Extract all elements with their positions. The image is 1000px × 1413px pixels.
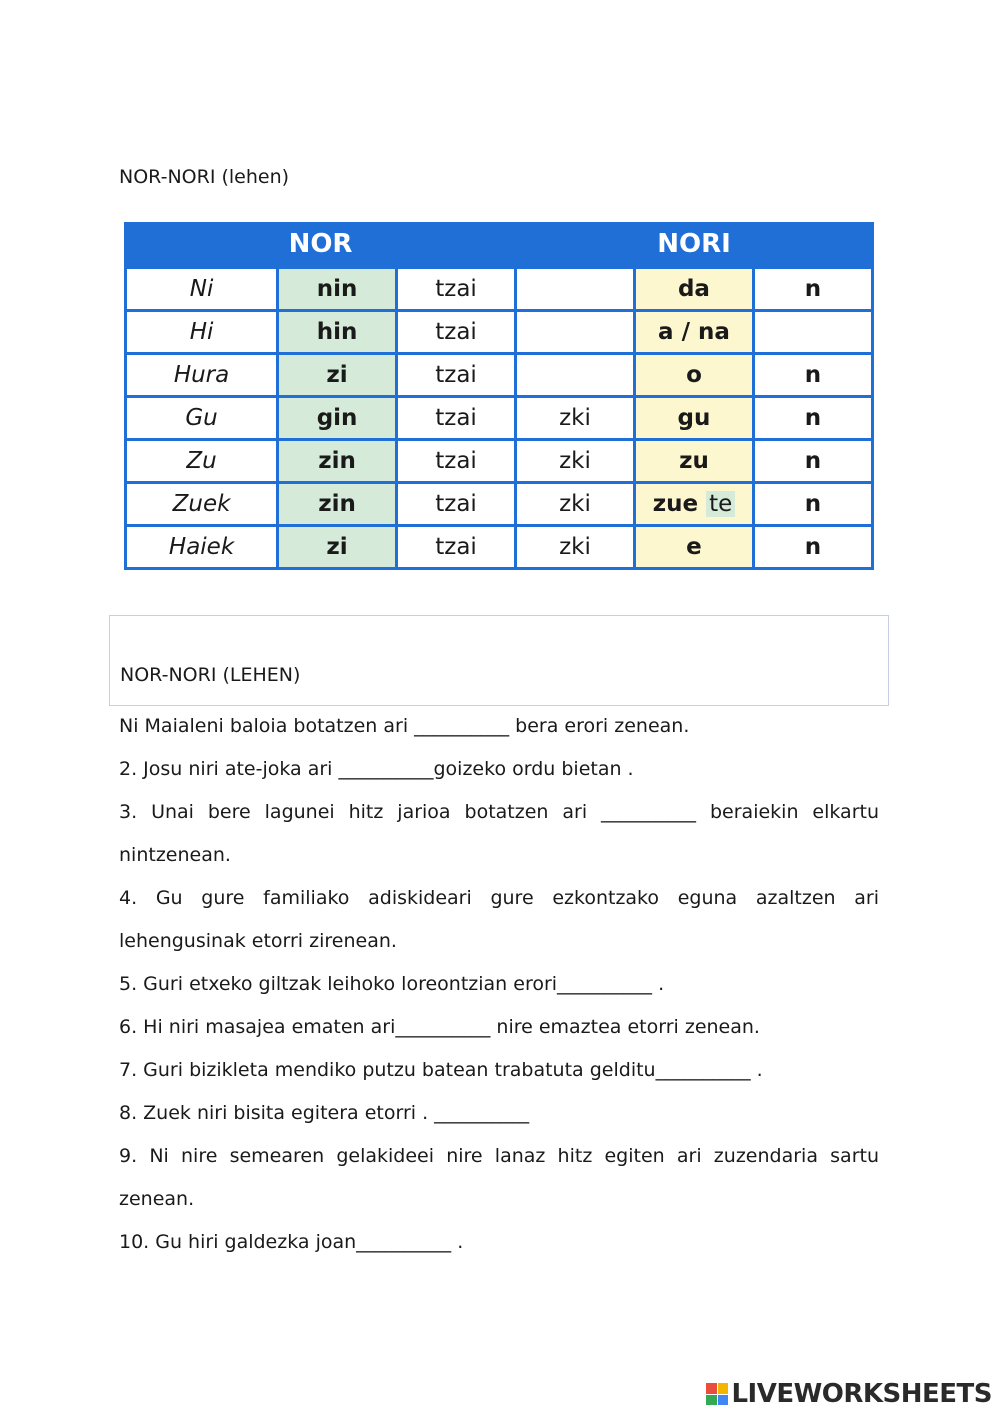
ending-cell: n [753, 268, 872, 311]
nori-cell [634, 483, 753, 526]
zki-cell [516, 311, 635, 354]
exercise-item: 8. Zuek niri bisita egitera etorri . __________ [119, 1102, 530, 1124]
nori-highlight: te [706, 491, 735, 517]
table-row [126, 526, 873, 569]
exercise-list [119, 705, 879, 1264]
nori-text: a / na [658, 319, 730, 345]
table-row [126, 483, 873, 526]
ending-cell: n [753, 397, 872, 440]
nor-cell: zi [278, 526, 397, 569]
exercise-item: 10. Gu hiri galdezka joan__________ . [119, 1231, 464, 1253]
exercise-item: 9. Ni nire semearen gelakideei nire lanaz hitz egiten ari zuzendaria sartu zenean. [119, 1145, 879, 1210]
tzai-cell: tzai [397, 354, 516, 397]
tzai-cell: tzai [397, 268, 516, 311]
ending-cell: n [753, 440, 872, 483]
liveworksheets-logo-icon [706, 1383, 728, 1405]
table-row [126, 311, 873, 354]
nor-cell: zi [278, 354, 397, 397]
table-row [126, 354, 873, 397]
exercise-item: 3. Unai bere lagunei hitz jarioa botatzen ari __________ beraiekin elkartu nintzenean. [119, 801, 879, 866]
logo-text: LIVEWORKSHEETS [731, 1379, 992, 1409]
header-nori: NORI [516, 222, 873, 268]
pronoun-cell: Zu [126, 440, 278, 483]
zki-cell: zki [516, 483, 635, 526]
exercise-item: 4. Gu gure familiako adiskideari gure ezkontzako eguna azaltzen ari lehengusinak etorri zirenean. [119, 887, 879, 952]
nori-text: zue [652, 491, 707, 517]
zki-cell: zki [516, 440, 635, 483]
tzai-cell: tzai [397, 397, 516, 440]
conjugation-table [124, 222, 874, 570]
zki-cell [516, 268, 635, 311]
exercise-item: 7. Guri bizikleta mendiko putzu batean trabatuta gelditu__________ . [119, 1059, 763, 1081]
table-body [126, 268, 873, 569]
nori-cell [634, 440, 753, 483]
nori-cell [634, 397, 753, 440]
ending-cell: n [753, 354, 872, 397]
header-nor: NOR [126, 222, 516, 268]
liveworksheets-logo [706, 1379, 992, 1409]
exercise-item: Ni Maialeni baloia botatzen ari __________ bera erori zenean. [119, 715, 690, 737]
zki-cell [516, 354, 635, 397]
pronoun-cell: Zuek [126, 483, 278, 526]
ending-cell: n [753, 483, 872, 526]
exercise-box [109, 615, 889, 706]
nori-text: gu [677, 405, 711, 431]
nori-cell [634, 268, 753, 311]
nor-cell: zin [278, 483, 397, 526]
nori-cell [634, 526, 753, 569]
tzai-cell: tzai [397, 311, 516, 354]
nor-cell: zin [278, 440, 397, 483]
nori-cell [634, 354, 753, 397]
nori-text: e [686, 534, 702, 560]
nor-cell: nin [278, 268, 397, 311]
nori-text: zu [679, 448, 709, 474]
nori-text: da [677, 276, 710, 302]
page-title: NOR-NORI (lehen) [119, 166, 290, 188]
ending-cell: n [753, 526, 872, 569]
exercise-item: 6. Hi niri masajea ematen ari__________ nire emaztea etorri zenean. [119, 1016, 760, 1038]
table-row [126, 440, 873, 483]
exercise-box-title: NOR-NORI (LEHEN) [120, 664, 301, 686]
exercise-item: 5. Guri etxeko giltzak leihoko loreontzian erori__________ . [119, 973, 665, 995]
pronoun-cell: Hi [126, 311, 278, 354]
exercise-item: 2. Josu niri ate-joka ari __________goizeko ordu bietan . [119, 758, 634, 780]
tzai-cell: tzai [397, 440, 516, 483]
zki-cell: zki [516, 526, 635, 569]
table-row [126, 268, 873, 311]
table-header-row [126, 222, 873, 268]
pronoun-cell: Ni [126, 268, 278, 311]
tzai-cell: tzai [397, 483, 516, 526]
tzai-cell: tzai [397, 526, 516, 569]
nori-cell [634, 311, 753, 354]
nor-cell: hin [278, 311, 397, 354]
table-row [126, 397, 873, 440]
pronoun-cell: Gu [126, 397, 278, 440]
nori-text: o [686, 362, 702, 388]
zki-cell: zki [516, 397, 635, 440]
ending-cell [753, 311, 872, 354]
pronoun-cell: Haiek [126, 526, 278, 569]
pronoun-cell: Hura [126, 354, 278, 397]
nor-cell: gin [278, 397, 397, 440]
